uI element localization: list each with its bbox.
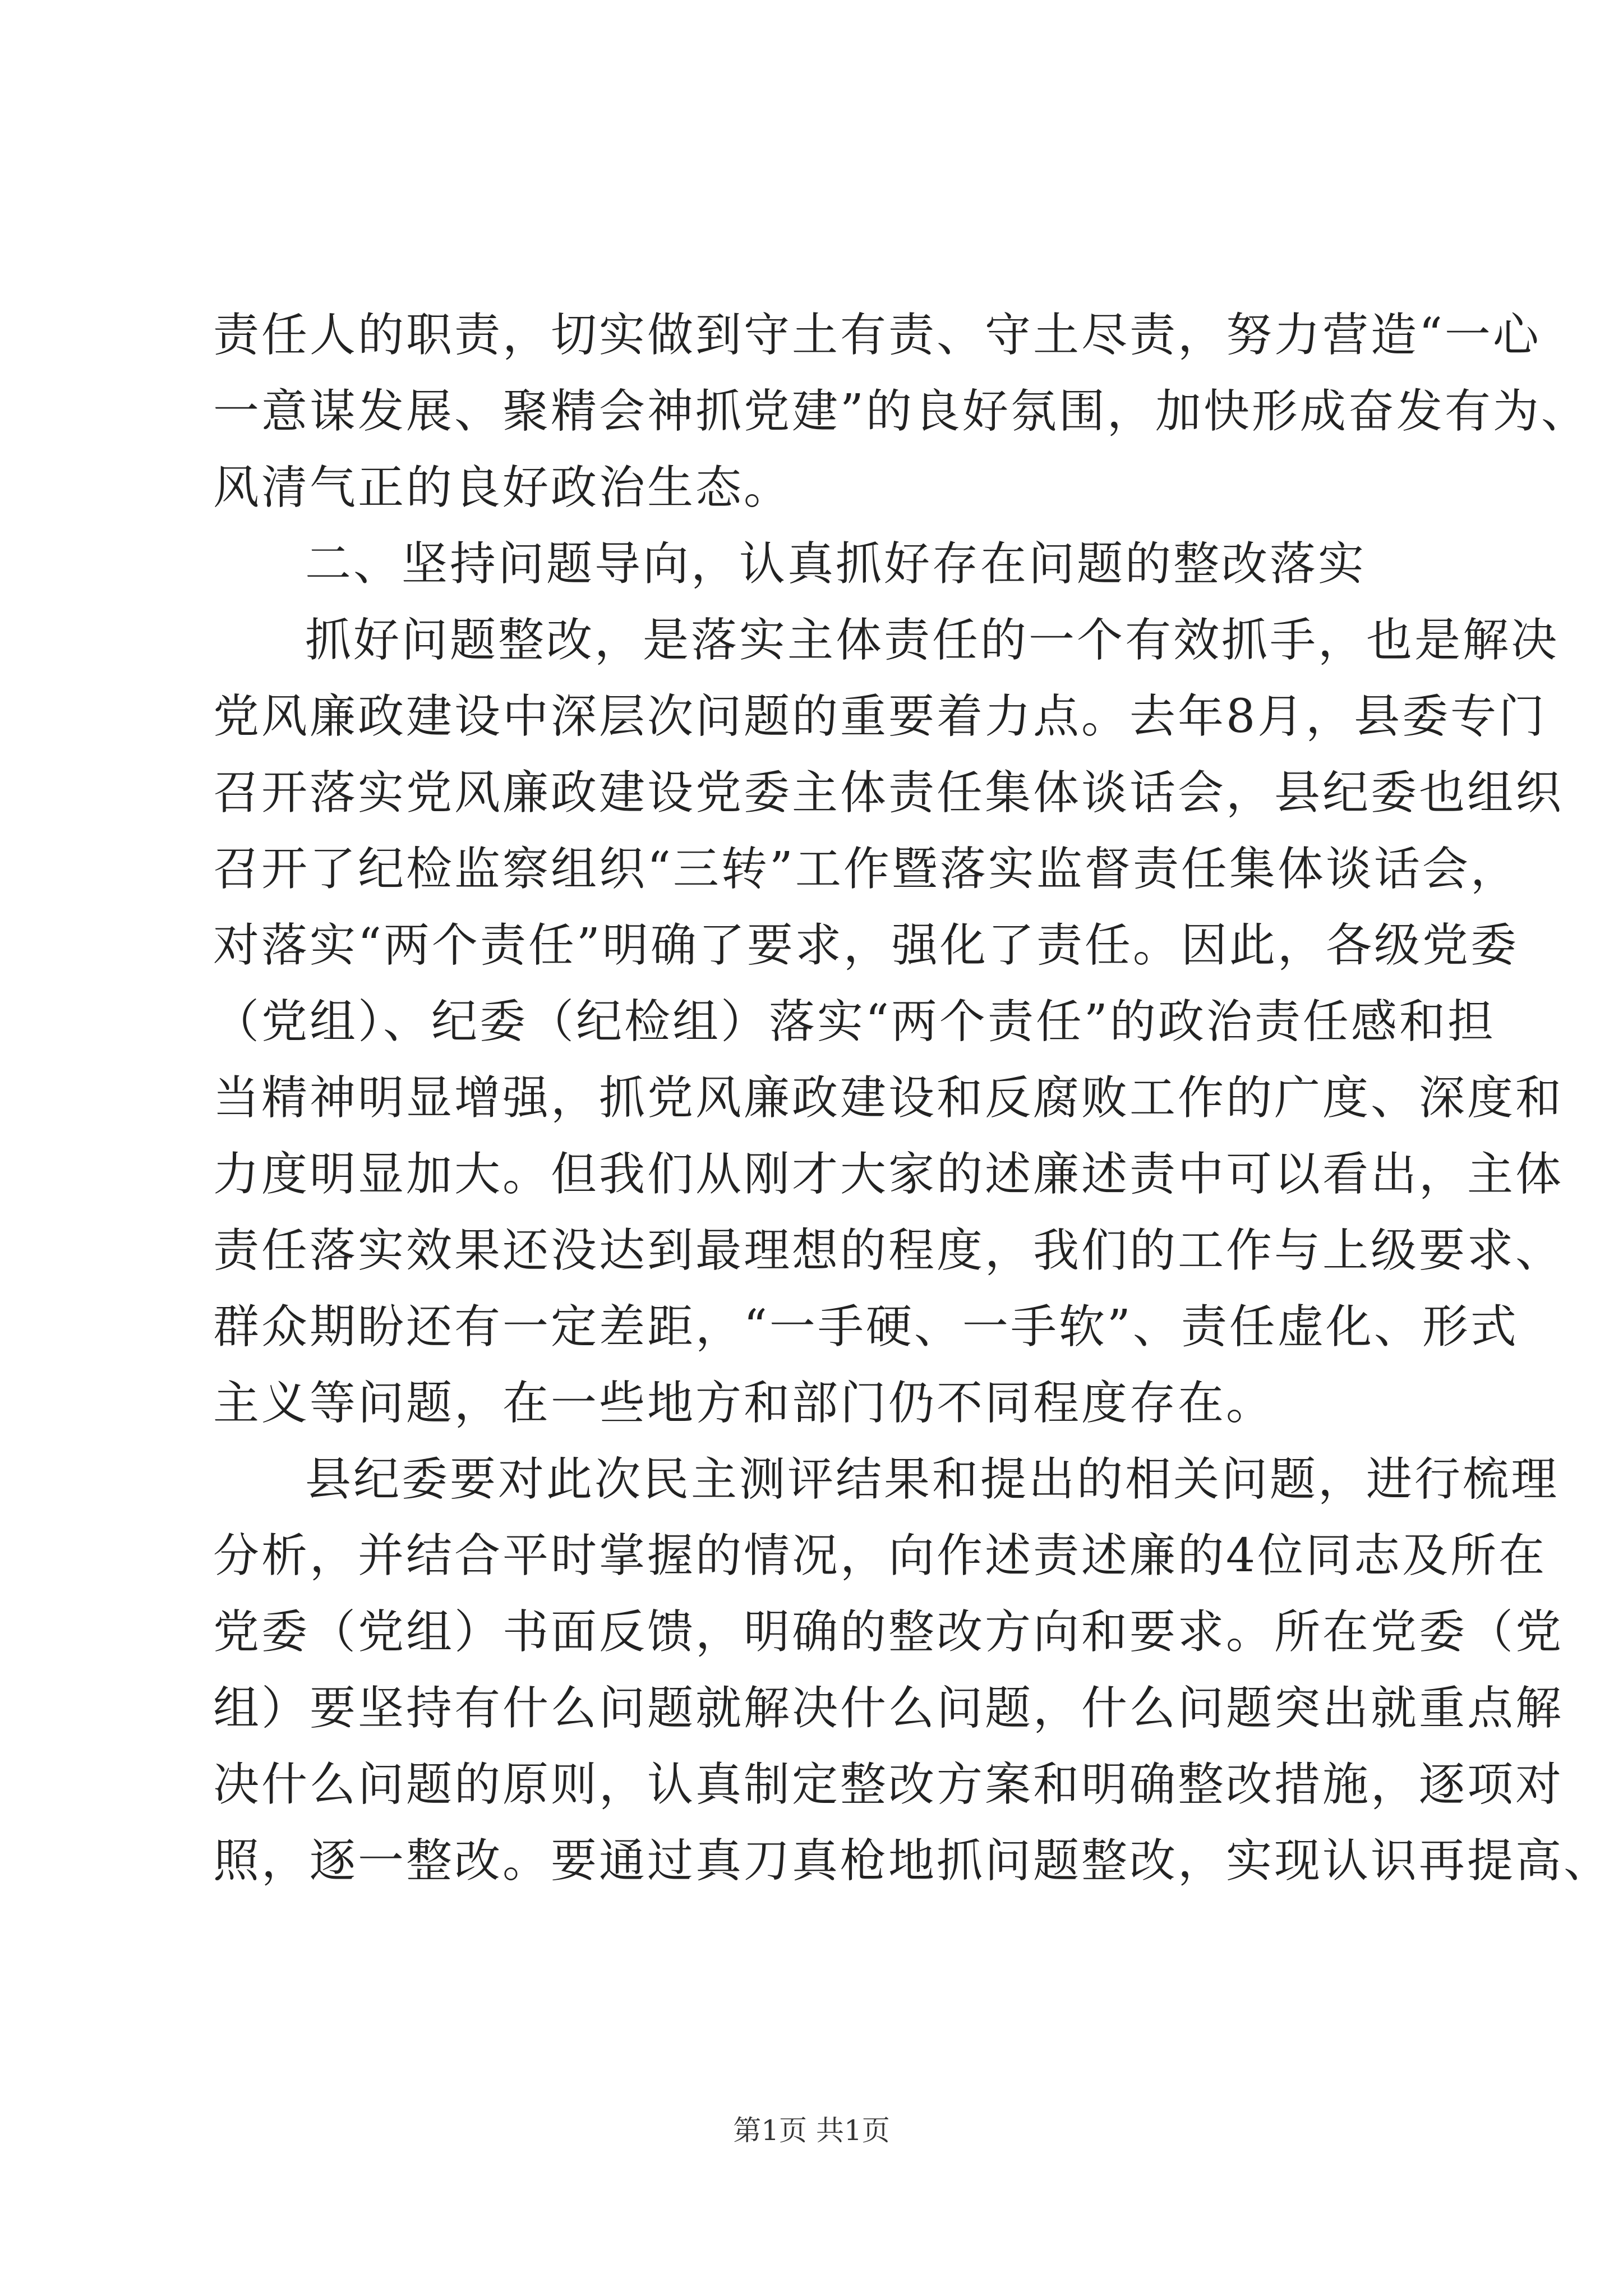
page-number: 第1页 共1页	[733, 2114, 890, 2147]
text-line: 分析，并结合平时掌握的情况，向作述责述廉的4位同志及所在	[213, 1529, 1547, 1582]
text-line: 召开了纪检监察组织“三转”工作暨落实监督责任集体谈话会，	[213, 843, 1519, 896]
text-line: 决什么问题的原则，认真制定整改方案和明确整改措施，逐项对	[213, 1758, 1564, 1811]
document-body	[213, 297, 1612, 1899]
text-line: 群众期盼还有一定差距，“一手硬、一手软”、责任虚化、形式	[213, 1300, 1519, 1354]
page-footer	[0, 2114, 1623, 2147]
text-line: 对落实“两个责任”明确了要求，强化了责任。因此，各级党委	[213, 919, 1519, 972]
text-line: 风清气正的良好政治生态。	[213, 461, 792, 514]
text-line: 抓好问题整改，是落实主体责任的一个有效抓手，也是解决	[305, 614, 1560, 667]
text-line: 组）要坚持有什么问题就解决什么问题，什么问题突出就重点解	[213, 1682, 1564, 1735]
text-line: （党组）、纪委（纪检组）落实“两个责任”的政治责任感和担	[213, 995, 1496, 1048]
text-line: 县纪委要对此次民主测评结果和提出的相关问题，进行梳理	[305, 1453, 1560, 1506]
text-line: 责任人的职责，切实做到守土有责、守土尽责，努力营造“一心	[213, 309, 1541, 362]
text-line: 当精神明显增强，抓党风廉政建设和反腐败工作的广度、深度和	[213, 1071, 1564, 1125]
text-line: 一意谋发展、聚精会神抓党建”的良好氛围，加快形成奋发有为、	[213, 385, 1589, 438]
section-heading: 二、坚持问题导向，认真抓好存在问题的整改落实	[305, 537, 1367, 591]
text-line: 党委（党组）书面反馈，明确的整改方向和要求。所在党委（党	[213, 1605, 1564, 1659]
text-line: 责任落实效果还没达到最理想的程度，我们的工作与上级要求、	[213, 1224, 1564, 1277]
text-line: 主义等问题，在一些地方和部门仍不同程度存在。	[213, 1377, 1275, 1430]
text-line: 照，逐一整改。要通过真刀真枪地抓问题整改，实现认识再提高、	[213, 1834, 1612, 1888]
text-line: 党风廉政建设中深层次问题的重要着力点。去年8月，县委专门	[213, 690, 1547, 743]
text-line: 召开落实党风廉政建设党委主体责任集体谈话会，县纪委也组织	[213, 766, 1564, 820]
text-line: 力度明显加大。但我们从刚才大家的述廉述责中可以看出，主体	[213, 1148, 1564, 1201]
